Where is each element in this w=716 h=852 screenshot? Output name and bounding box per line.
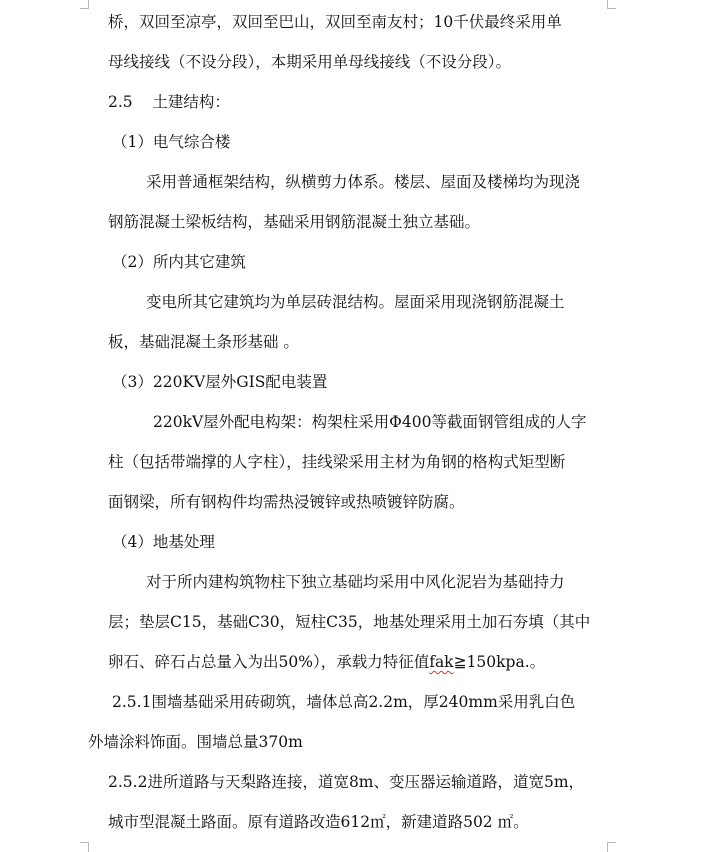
paragraph-line: 2.5.1围墙基础采用砖砌筑，墙体总高2.2m，厚240mm采用乳白色 [112, 693, 576, 711]
paragraph-line: 采用普通框架结构，纵横剪力体系。楼层、屋面及楼梯均为现浇 [146, 173, 581, 191]
crop-mark-bottom-left [88, 842, 89, 852]
paragraph-line: 2.5.2进所道路与天梨路连接，道宽8m、变压器运输道路，道宽5m， [108, 773, 585, 791]
paragraph-line: 钢筋混凝土梁板结构，基础采用钢筋混凝土独立基础。 [108, 213, 481, 231]
subsection-heading: （2）所内其它建筑 [112, 253, 246, 271]
paragraph-line: 城市型混凝土路面。原有道路改造612㎡，新建道路502 ㎡。 [108, 813, 529, 831]
crop-mark-bottom-right [607, 842, 616, 843]
paragraph-line: 外墙涂料饰面。围墙总量370m [88, 733, 303, 751]
spellcheck-flagged-word[interactable]: fak [429, 653, 454, 671]
paragraph-line: 桥，双回至凉亭，双回至巴山，双回至南友村；10千伏最终采用单 [108, 13, 562, 31]
paragraph-line: 板，基础混凝土条形基础 。 [108, 333, 299, 351]
crop-mark-top-left [88, 0, 89, 8]
paragraph-line: 变电所其它建筑均为单层砖混结构。屋面采用现浇钢筋混凝土 [146, 293, 565, 311]
section-heading: 2.5 土建结构： [108, 93, 230, 111]
paragraph-text: ≧150kpa.。 [453, 653, 546, 671]
subsection-heading: （3）220KV屋外GIS配电装置 [112, 373, 328, 391]
paragraph-text: 卵石、碎石占总量入为出50%），承载力特征值 [108, 653, 430, 671]
paragraph-line: 母线接线（不设分段），本期采用单母线接线（不设分段）。 [108, 53, 512, 71]
crop-mark-top-right [607, 8, 616, 9]
subsection-heading: （4）地基处理 [112, 533, 215, 551]
paragraph-line [108, 652, 545, 672]
crop-mark-top-left [80, 8, 89, 9]
crop-mark-bottom-right [607, 842, 608, 852]
paragraph-line: 柱（包括带端撑的人字柱），挂线梁采用主材为角钢的格构式矩型断 [108, 453, 566, 471]
paragraph-line: 对于所内建构筑物柱下独立基础均采用中风化泥岩为基础持力 [146, 573, 565, 591]
subsection-heading: （1）电气综合楼 [112, 133, 231, 151]
crop-mark-top-right [607, 0, 608, 8]
crop-mark-bottom-left [80, 842, 89, 843]
paragraph-line: 220kV屋外配电构架：构架柱采用Φ400等截面钢管组成的人字 [153, 413, 587, 431]
paragraph-line: 层；垫层C15，基础C30，短柱C35，地基处理采用土加石夯填（其中 [108, 613, 591, 631]
paragraph-line: 面钢梁，所有钢构件均需热浸镀锌或热喷镀锌防腐。 [108, 493, 465, 511]
